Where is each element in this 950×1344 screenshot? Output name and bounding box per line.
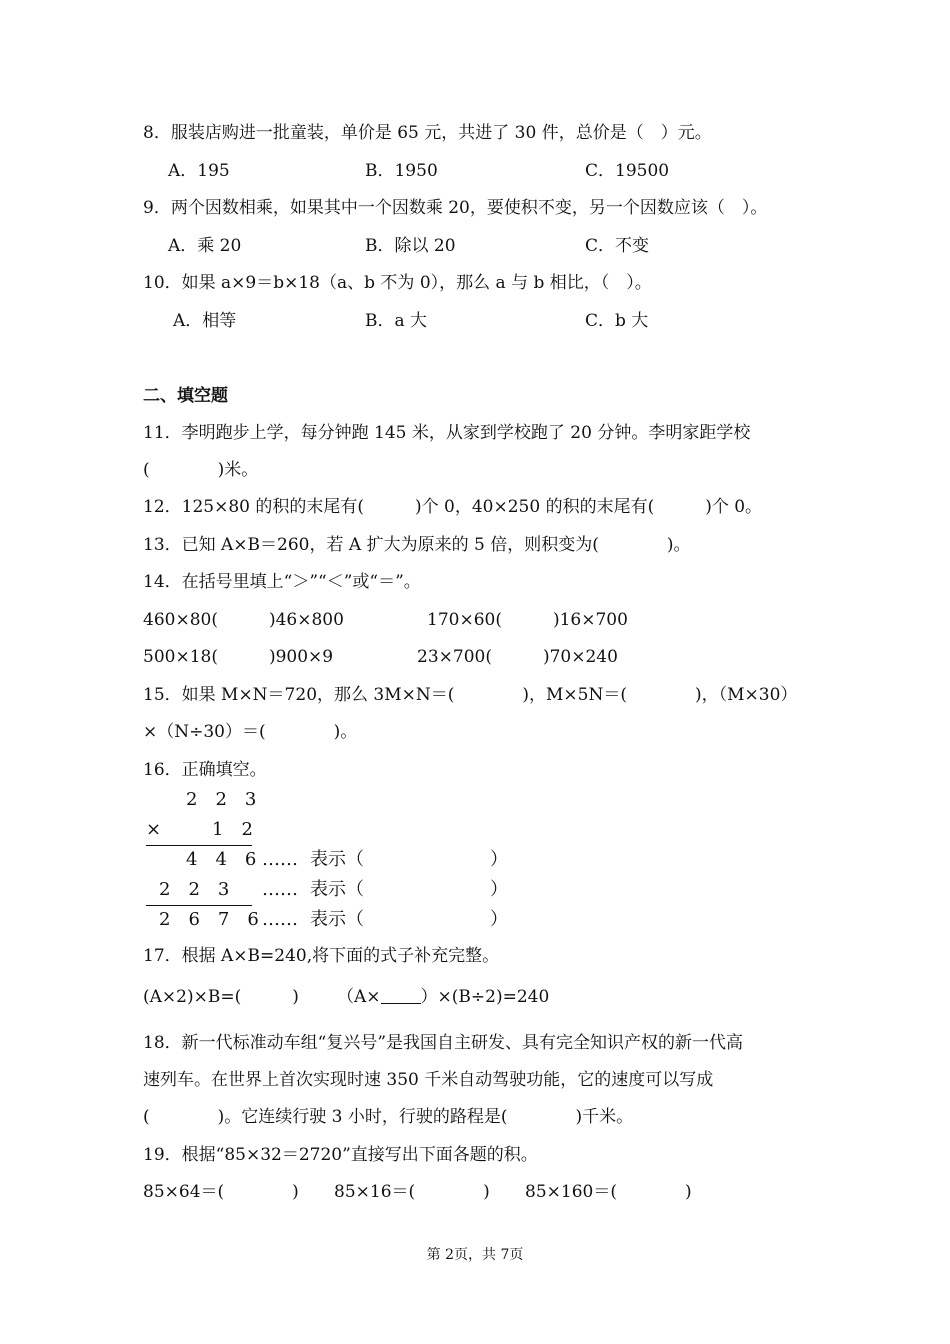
multiplicand: 2 2 3 (186, 789, 257, 810)
q19-product-3[interactable]: 85×160＝( ) (525, 1182, 692, 1202)
dots-1: …… (262, 849, 298, 870)
times-sign: × (146, 819, 162, 840)
q15-line1[interactable]: 15．如果 M×N＝720，那么 3M×N＝( )，M×5N＝( )，（M×30） (143, 685, 798, 705)
multiplier: 1 2 (212, 819, 253, 840)
q17-expression-1[interactable]: (A×2)×B=( ) (143, 987, 299, 1007)
q9-stem: 9．两个因数相乘，如果其中一个因数乘 20，要使积不变，另一个因数应该（ ）。 (143, 198, 768, 218)
q11-line1: 11．李明跑步上学，每分钟跑 145 米，从家到学校跑了 20 分钟。李明家距学校 (143, 423, 751, 443)
partial-product-1: 4 4 6 (186, 849, 257, 870)
q12-stem[interactable]: 12．125×80 的积的末尾有( )个 0，40×250 的积的末尾有( )个 0。 (143, 497, 763, 517)
q9-option-a[interactable]: A．乘 20 (168, 236, 242, 256)
q16-stem: 16．正确填空。 (143, 760, 267, 780)
page-footer: 第 2页，共 7页 (426, 1247, 524, 1263)
q10-stem: 10．如果 a×9＝b×18（a、b 不为 0），那么 a 与 b 相比，（ ）。 (143, 273, 652, 293)
q17-blank[interactable] (381, 989, 421, 1004)
q14-compare-4[interactable]: 23×700( )70×240 (417, 647, 618, 667)
q10-option-b[interactable]: B．a 大 (365, 311, 428, 331)
q10-option-c[interactable]: C．b 大 (585, 311, 649, 331)
final-product: 2 6 7 6 (159, 909, 259, 930)
q9-option-b[interactable]: B．除以 20 (365, 236, 456, 256)
q17-expression-2-right: ）×(B÷2)=240 (420, 987, 550, 1007)
q8-option-a[interactable]: A．195 (168, 161, 230, 181)
meaning-blank-2[interactable]: 表示（ ） (310, 879, 508, 900)
q11-line2[interactable]: ( )米。 (143, 460, 259, 480)
q14-compare-2[interactable]: 170×60( )16×700 (427, 610, 628, 630)
section-title: 二、填空题 (143, 386, 228, 406)
q18-line1: 18．新一代标准动车组“复兴号”是我国自主研发、具有完全知识产权的新一代高 (143, 1033, 744, 1053)
q17-expression-2-left: （A× (337, 987, 381, 1007)
q18-line3[interactable]: ( )。它连续行驶 3 小时，行驶的路程是( )千米。 (143, 1107, 634, 1127)
q14-compare-3[interactable]: 500×18( )900×9 (143, 647, 334, 667)
q9-option-c[interactable]: C．不变 (585, 236, 650, 256)
q18-line2: 速列车。在世界上首次实现时速 350 千米自动驾驶功能，它的速度可以写成 (143, 1070, 714, 1090)
q19-product-1[interactable]: 85×64＝( ) (143, 1182, 299, 1202)
multiplication-rule-2 (146, 905, 252, 906)
dots-3: …… (262, 909, 298, 930)
q14-compare-1[interactable]: 460×80( )46×800 (143, 610, 344, 630)
q15-line2[interactable]: ×（N÷30）＝( )。 (143, 722, 358, 742)
dots-2: …… (262, 879, 298, 900)
q8-option-c[interactable]: C．19500 (585, 161, 670, 181)
q13-stem[interactable]: 13．已知 A×B＝260，若 A 扩大为原来的 5 倍，则积变为( )。 (143, 535, 691, 555)
partial-product-2: 2 2 3 (159, 879, 230, 900)
q17-stem: 17．根据 A×B=240,将下面的式子补充完整。 (143, 946, 500, 966)
multiplication-rule-1 (146, 845, 252, 846)
meaning-blank-3[interactable]: 表示（ ） (310, 909, 508, 930)
q8-stem: 8．服装店购进一批童装，单价是 65 元，共进了 30 件，总价是（ ）元。 (143, 123, 712, 143)
meaning-blank-1[interactable]: 表示（ ） (310, 849, 508, 870)
q8-option-b[interactable]: B．1950 (365, 161, 438, 181)
q14-stem: 14．在括号里填上“＞”“＜”或“＝”。 (143, 572, 421, 592)
q19-product-2[interactable]: 85×16＝( ) (334, 1182, 490, 1202)
q17-expression-2[interactable] (337, 986, 549, 1008)
q10-option-a[interactable]: A．相等 (173, 311, 237, 331)
q19-stem: 19．根据“85×32＝2720”直接写出下面各题的积。 (143, 1145, 538, 1165)
